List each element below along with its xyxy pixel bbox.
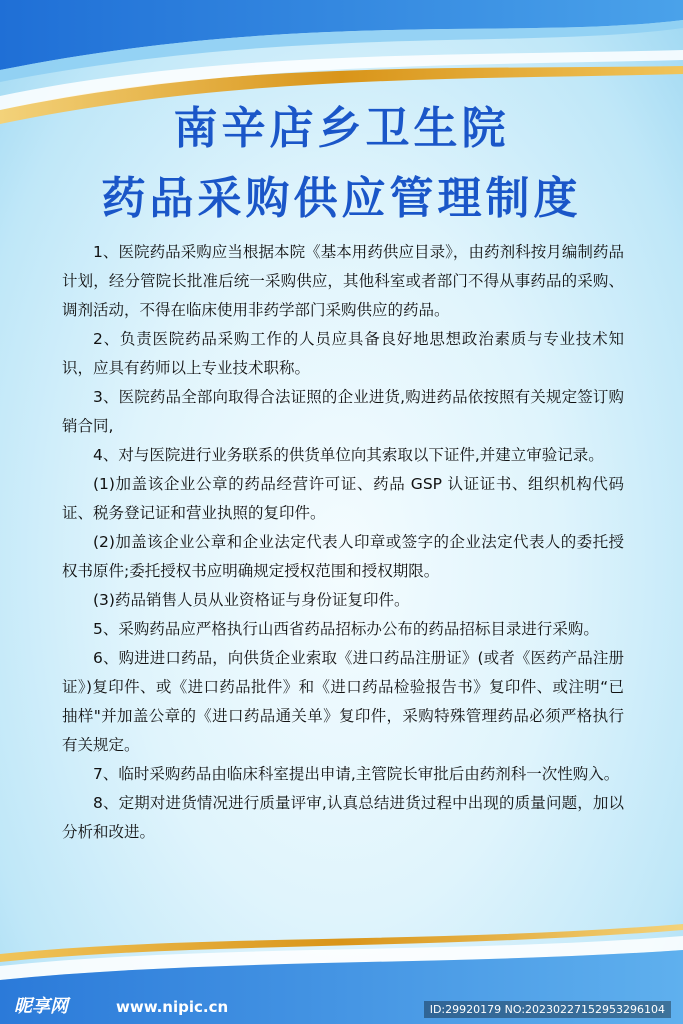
watermark-id: ID:29920179 NO:20230227152953296104: [424, 1001, 671, 1018]
watermark-logo: 昵享网: [14, 996, 68, 1017]
hospital-name-title: 南辛店乡卫生院: [173, 103, 510, 154]
paragraph-4-2: (2)加盖该企业公章和企业法定代表人印章或签字的企业法定代表人的委托授权书原件;委托授权书应明确规定授权范围和授权期限。: [62, 533, 624, 580]
regulation-content: [62, 238, 624, 847]
paragraph-6: 6、购进进口药品，向供货企业索取《进口药品注册证》(或者《医药产品注册证》)复印件、或《进口药品批件》和《进口药品检验报告书》复印件、或注明“已抽样"并加盖公章的《进口药品通关单》复印件，采购特殊管理药品必须严格执行有关规定。: [62, 649, 624, 754]
regulation-title: 药品采购供应管理制度: [101, 173, 582, 224]
paragraph-8: 8、定期对进货情况进行质量评审,认真总结进货过程中出现的质量问题，加以分析和改进。: [62, 794, 624, 841]
watermark-url: www.nipic.cn: [116, 998, 229, 1016]
paragraph-4-3: (3)药品销售人员从业资格证与身份证复印件。: [93, 591, 410, 609]
paragraph-4: 4、对与医院进行业务联系的供货单位向其索取以下证件,并建立审验记录。: [93, 446, 604, 464]
paragraph-2: 2、负责医院药品采购工作的人员应具备良好地思想政治素质与专业技术知识，应具有药师以上专业技术职称。: [62, 330, 624, 377]
paragraph-3: 3、医院药品全部向取得合法证照的企业进货,购进药品依按照有关规定签订购销合同,: [62, 388, 624, 435]
paragraph-4-1: (1)加盖该企业公章的药品经营许可证、药品 GSP 认证证书、组织机构代码证、税务登记证和营业执照的复印件。: [62, 475, 624, 522]
paragraph-5: 5、采购药品应严格执行山西省药品招标办公布的药品招标目录进行采购。: [93, 620, 599, 638]
paragraph-1: 1、医院药品采购应当根据本院《基本用药供应目录》，由药剂科按月编制药品计划，经分管院长批准后统一采购供应，其他科室或者部门不得从事药品的采购、调剂活动，不得在临床使用非药学部门采购供应的药品。: [62, 243, 624, 319]
paragraph-7: 7、临时采购药品由临床科室提出申请,主管院长审批后由药剂科一次性购入。: [93, 765, 620, 783]
